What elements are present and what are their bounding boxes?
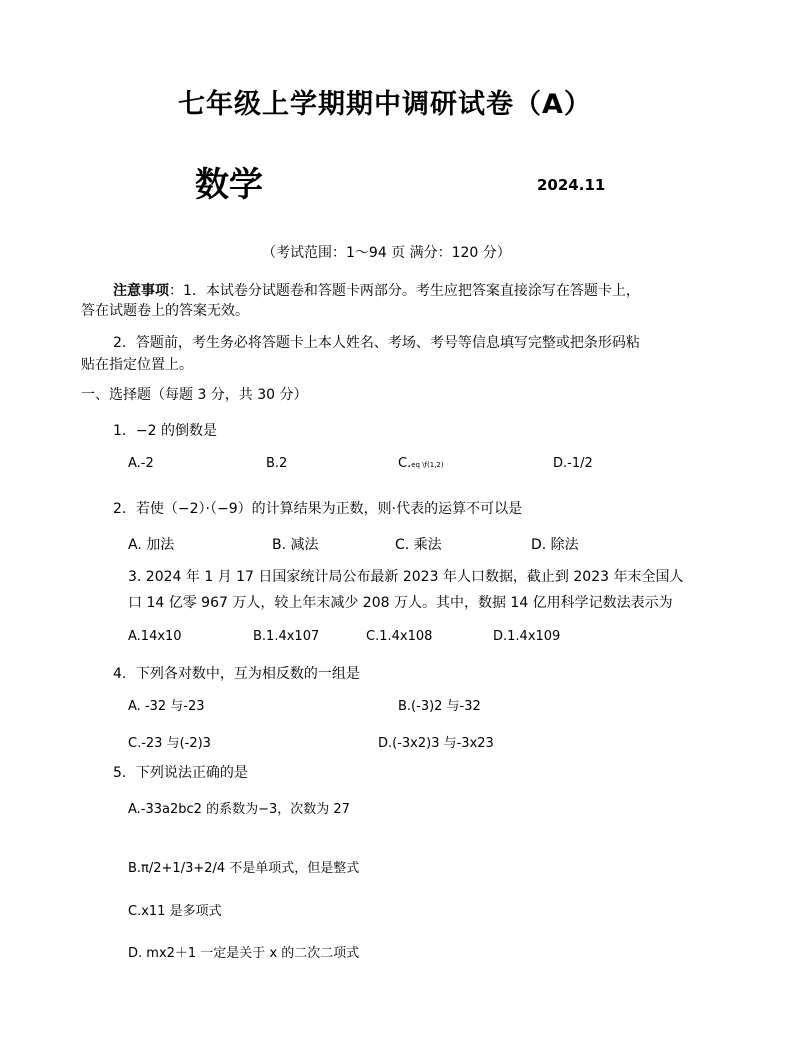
exam-scope: （考试范围：1～94 页 满分：120 分） xyxy=(262,245,511,261)
q4-stem: 4．下列各对数中，互为相反数的一组是 xyxy=(113,666,360,682)
q1-option-c xyxy=(398,456,444,471)
q3-option-b: B.1.4x107 xyxy=(253,629,320,644)
q4-option-b: B.(-3)2 与-32 xyxy=(398,699,481,714)
q5-option-d: D. mx2＋1 一定是关于 x 的二次二项式 xyxy=(128,946,360,961)
notice-item1-b: 答在试题卷上的答案无效。 xyxy=(81,303,249,319)
q2-option-b: B. 减法 xyxy=(272,537,319,553)
q4-option-d: D.(-3x2)3 与-3x23 xyxy=(378,736,494,751)
notice-item2-a: 2．答题前，考生务必将答题卡上本人姓名、考场、考号等信息填写完整或把条形码粘 xyxy=(113,335,640,351)
notice-item1-a: ：1．本试卷分试题卷和答题卡两部分。考生应把答案直接涂写在答题卡上， xyxy=(169,283,640,299)
q3-option-c: C.1.4x108 xyxy=(366,629,433,644)
q4-option-a: A. -32 与-23 xyxy=(128,699,205,714)
section1-heading: 一、选择题（每题 3 分，共 30 分） xyxy=(81,387,308,403)
q1-option-c-field-code: eq \f(1,2) xyxy=(411,461,444,469)
exam-date: 2024.11 xyxy=(537,176,606,194)
q3-option-a: A.14x10 xyxy=(128,629,182,644)
q1-option-a: A.-2 xyxy=(128,456,154,471)
notice-line-1 xyxy=(113,280,640,300)
q5-option-b: B.π/2+1/3+2/4 不是单项式，但是整式 xyxy=(128,861,360,876)
q1-option-c-label: C. xyxy=(398,456,412,471)
q5-option-a: A.-33a2bc2 的系数为−3，次数为 27 xyxy=(128,802,350,817)
q3-stem-b: 口 14 亿零 967 万人，较上年末减少 208 万人。其中，数据 14 亿用科学记数法表示为 xyxy=(128,595,673,611)
q1-option-d: D.-1/2 xyxy=(553,456,593,471)
q3-stem-a: 3. 2024 年 1 月 17 日国家统计局公布最新 2023 年人口数据，截止到 2023 年末全国人 xyxy=(128,569,684,585)
q5-stem: 5．下列说法正确的是 xyxy=(113,765,248,781)
q1-option-b: B.2 xyxy=(266,456,288,471)
q1-stem: 1．−2 的倒数是 xyxy=(113,423,217,439)
q2-option-a: A. 加法 xyxy=(128,537,175,553)
notice-item2-b: 贴在指定位置上。 xyxy=(81,357,193,373)
notice-label: 注意事项 xyxy=(113,283,169,299)
q4-option-c: C.-23 与(-2)3 xyxy=(128,736,211,751)
q2-option-c: C. 乘法 xyxy=(395,537,442,553)
subject-title: 数学 xyxy=(195,165,263,205)
q2-stem: 2．若使（−2）·（−9）的计算结果为正数，则·代表的运算不可以是 xyxy=(113,501,523,517)
q5-option-c: C.x11 是多项式 xyxy=(128,904,222,919)
q3-option-d: D.1.4x109 xyxy=(493,629,561,644)
q2-option-d: D. 除法 xyxy=(531,537,579,553)
exam-title: 七年级上学期期中调研试卷（A） xyxy=(178,89,592,120)
